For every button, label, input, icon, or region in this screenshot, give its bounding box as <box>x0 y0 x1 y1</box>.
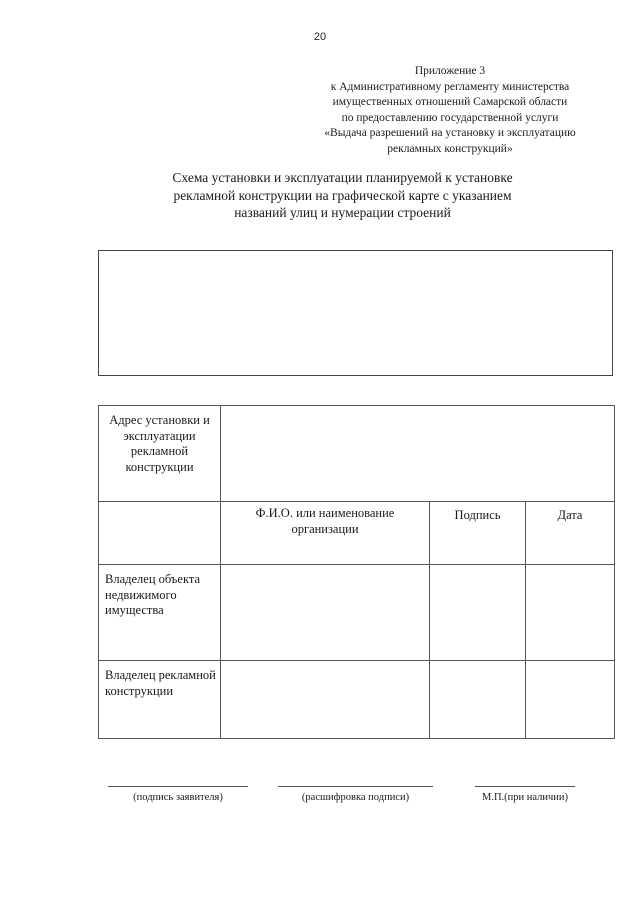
header-date: Дата <box>526 502 615 565</box>
fio-cell[interactable] <box>221 565 430 661</box>
empty-header-cell <box>99 502 221 565</box>
appendix-note <box>300 64 600 157</box>
fio-cell[interactable] <box>221 661 430 739</box>
signature-area <box>0 782 640 812</box>
applicant-signature-line[interactable] <box>108 786 248 787</box>
table-row <box>99 565 615 661</box>
title-line: рекламной конструкции на графической карте с указанием <box>173 187 512 203</box>
address-value-cell[interactable] <box>221 406 615 502</box>
stamp-label: М.П.(при наличии) <box>481 792 569 803</box>
date-cell[interactable] <box>526 565 615 661</box>
appendix-line: к Административному регламенту министерства <box>330 80 570 93</box>
signature-cell[interactable] <box>430 661 526 739</box>
appendix-title: Приложение 3 <box>414 65 486 77</box>
document-title <box>120 169 565 222</box>
title-line: названий улиц и нумерации строений <box>234 205 451 220</box>
table-row-address <box>99 406 615 502</box>
row-label-property-owner: Владелец объекта недвижимого имущества <box>99 565 221 661</box>
header-fio: Ф.И.О. или наименование организации <box>221 502 430 565</box>
address-label: Адрес установки и эксплуатации рекламной конструкции <box>99 406 221 502</box>
decryption-label: (расшифровка подписи) <box>301 792 410 803</box>
page-number: 20 <box>313 31 327 43</box>
appendix-line: «Выдача разрешений на установку и эксплуатацию <box>324 127 576 139</box>
date-cell[interactable] <box>526 661 615 739</box>
appendix-line: по предоставлению государственной услуги <box>341 111 559 124</box>
decryption-line[interactable] <box>278 786 433 787</box>
header-signature: Подпись <box>430 502 526 565</box>
row-label-ad-owner: Владелец рекламной конструкции <box>99 661 221 739</box>
title-line: Схема установки и эксплуатации планируемой к установке <box>172 170 513 185</box>
table-row-header <box>99 502 615 565</box>
signature-cell[interactable] <box>430 565 526 661</box>
applicant-signature-label: (подпись заявителя) <box>133 792 223 803</box>
map-scheme-box <box>98 250 613 376</box>
stamp-line[interactable] <box>475 786 575 787</box>
table-row <box>99 661 615 739</box>
info-table <box>98 405 615 739</box>
appendix-line: имущественных отношений Самарской области <box>332 96 568 108</box>
appendix-line: рекламных конструкций» <box>387 142 513 155</box>
